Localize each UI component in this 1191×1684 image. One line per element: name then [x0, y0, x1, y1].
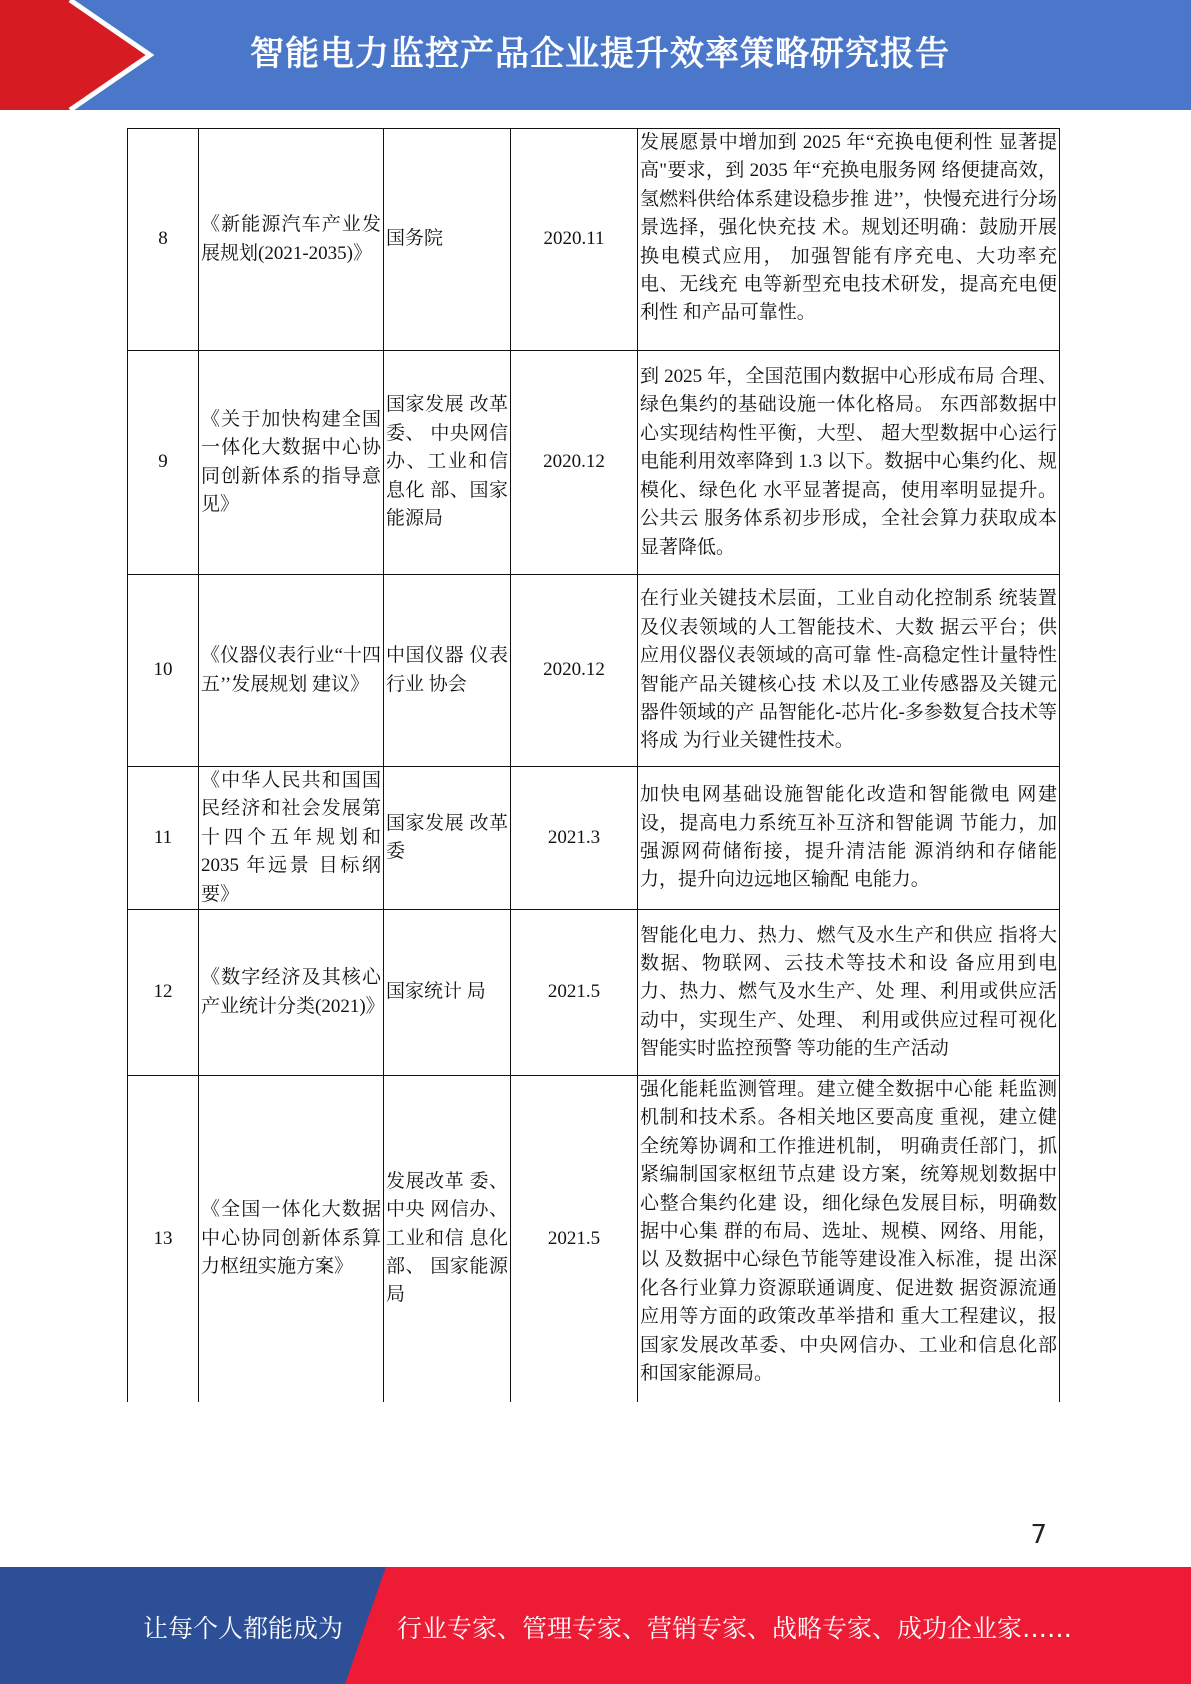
row-number: 9: [128, 351, 199, 575]
footer-slogan-right: 行业专家、管理专家、营销专家、战略专家、成功企业家……: [397, 1614, 1073, 1643]
footer-slogan-left: 让每个人都能成为: [143, 1614, 344, 1643]
policy-description: 智能化电力、热力、燃气及水生产和供应 指将大数据、物联网、云技术等技术和设 备应用到电力、热力、燃气及水生产、处 理、利用或供应活动中，实现生产、处理、 利用或供应过程可视化智能实时监控预警 等功能的生产活动: [638, 910, 1060, 1076]
issue-date: 2021.5: [511, 910, 638, 1076]
row-number: 10: [128, 575, 199, 767]
policy-description: 强化能耗监测管理。建立健全数据中心能 耗监测机制和技术系。各相关地区要高度 重视，建立健全统筹协调和工作推进机制， 明确责任部门，抓紧编制国家枢纽节点建 设方案，统筹规划数据中心整合集约化建 设，细化绿色发展目标，明确数据中心集 群的布局、选址、规模、网络、用能，以 及数据中心绿色节能等建设准入标准，提 出深化各行业算力资源联通调度、促进数 据资源流通应用等方面的政策改革举措和 重大工程建议，报国家发展改革委、中央网信办、工业和信息化部和国家能源局。: [638, 1076, 1060, 1402]
issuing-organization: 国家发展 改革委: [384, 767, 511, 910]
policy-title: 《中华人民共和国国民经济和社会发展第十四个五年规划和 2035 年远景 目标纲要》: [199, 767, 384, 910]
policy-title: 《新能源汽车产业发展规划(2021-2035)》: [199, 129, 384, 351]
policy-title: 《全国一体化大数据中心协同创新体系算力枢纽实施方案》: [199, 1076, 384, 1402]
issue-date: 2021.5: [511, 1076, 638, 1402]
page-header: [0, 0, 1191, 110]
policy-title: 《关于加快构建全国一体化大数据中心协同创新体系的指导意见》: [199, 351, 384, 575]
policy-table: [127, 128, 1060, 1402]
row-number: 12: [128, 910, 199, 1076]
issue-date: 2020.12: [511, 575, 638, 767]
policy-description: 加快电网基础设施智能化改造和智能微电 网建设，提高电力系统互补互济和智能调 节能力，加强源网荷储衔接，提升清洁能 源消纳和存储能力，提升向边远地区输配 电能力。: [638, 767, 1060, 910]
table-row: [128, 129, 1060, 351]
policy-title: 《数字经济及其核心产业统计分类(2021)》: [199, 910, 384, 1076]
issue-date: 2020.12: [511, 351, 638, 575]
issuing-organization: 发展改革 委、中央 网信办、工业和信 息化部、 国家能源 局: [384, 1076, 511, 1402]
issuing-organization: 国家统计 局: [384, 910, 511, 1076]
header-arrow-icon: [0, 0, 160, 110]
table-row: [128, 910, 1060, 1076]
issue-date: 2020.11: [511, 129, 638, 351]
row-number: 11: [128, 767, 199, 910]
policy-description: 发展愿景中增加到 2025 年“充换电便利性 显著提高"要求，到 2035 年“充换电服务网 络便捷高效，氢燃料供给体系建设稳步推 进’’，快慢充进行分场景选择，强化快充技 术。规划还明确：鼓励开展换电模式应用， 加强智能有序充电、大功率充电、无线充 电等新型充电技术研发，提高充电便利性 和产品可靠性。: [638, 129, 1060, 351]
row-number: 8: [128, 129, 199, 351]
page-footer: [0, 1567, 1191, 1684]
issue-date: 2021.3: [511, 767, 638, 910]
issuing-organization: 国家发展 改革委、 中央网信 办、工业和信息化 部、国家 能源局: [384, 351, 511, 575]
policy-title: 《仪器仪表行业“十四五’’发展规划 建议》: [199, 575, 384, 767]
report-title: 智能电力监控产品企业提升效率策略研究报告: [250, 34, 950, 74]
page-number: 7: [1030, 1520, 1047, 1550]
table-row: [128, 351, 1060, 575]
issuing-organization: 国务院: [384, 129, 511, 351]
table-row: [128, 575, 1060, 767]
table-row: [128, 1076, 1060, 1402]
row-number: 13: [128, 1076, 199, 1402]
policy-description: 在行业关键技术层面，工业自动化控制系 统装置及仪表领域的人工智能技术、大数 据云平台；供应用仪器仪表领域的高可靠 性-高稳定性计量特性智能产品关键核心技 术以及工业传感器及关键元器件领域的产 品智能化-芯片化-多参数复合技术等将成 为行业关键性技术。: [638, 575, 1060, 767]
issuing-organization: 中国仪器 仪表行业 协会: [384, 575, 511, 767]
policy-description: 到 2025 年，全国范围内数据中心形成布局 合理、绿色集约的基础设施一体化格局。 东西部数据中心实现结构性平衡，大型、 超大型数据中心运行电能利用效率降到 1.3 以下。数据中心集约化、规模化、绿色化 水平显著提高，使用率明显提升。公共云 服务体系初步形成，全社会算力获取成本 显著降低。: [638, 351, 1060, 575]
table-row: [128, 767, 1060, 910]
